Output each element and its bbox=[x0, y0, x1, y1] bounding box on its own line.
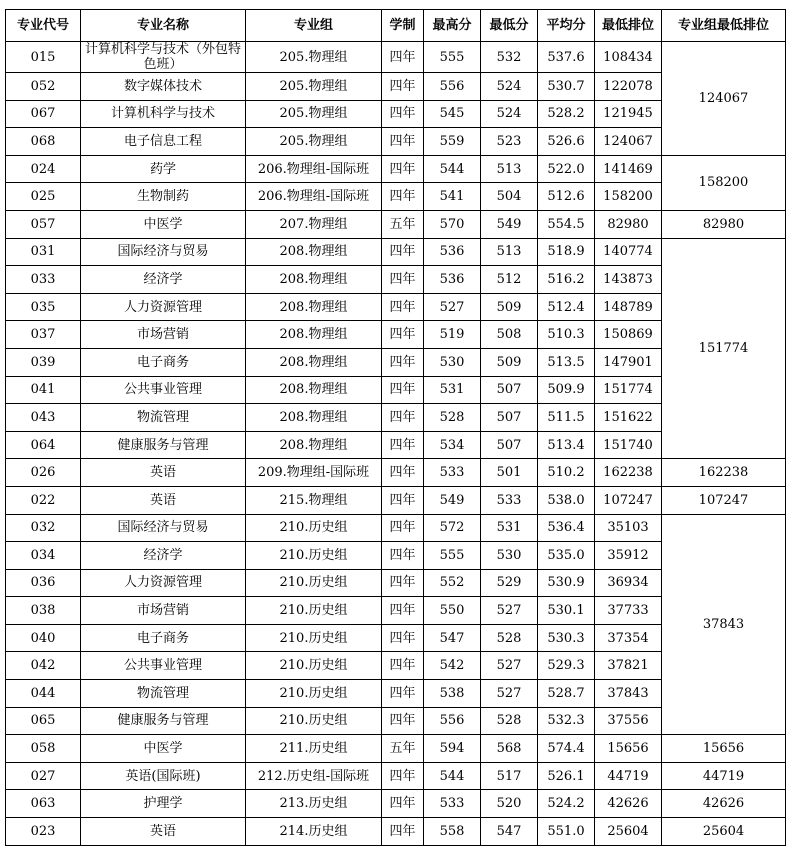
major-name-cell: 药学 bbox=[81, 155, 246, 183]
avg-score-cell: 529.3 bbox=[538, 652, 595, 680]
major-name-cell: 公共事业管理 bbox=[81, 376, 246, 404]
min-score-cell: 532 bbox=[481, 42, 538, 73]
major-code-cell: 063 bbox=[6, 790, 81, 818]
min-score-cell: 528 bbox=[481, 624, 538, 652]
max-score-cell: 531 bbox=[424, 376, 481, 404]
years-cell: 四年 bbox=[382, 266, 424, 294]
years-cell: 四年 bbox=[382, 431, 424, 459]
max-score-cell: 552 bbox=[424, 569, 481, 597]
header-max-score: 最高分 bbox=[424, 10, 481, 42]
major-name-cell: 公共事业管理 bbox=[81, 652, 246, 680]
avg-score-cell: 551.0 bbox=[538, 818, 595, 846]
min-rank-cell: 124067 bbox=[595, 128, 662, 156]
major-code-cell: 015 bbox=[6, 42, 81, 73]
major-code-cell: 068 bbox=[6, 128, 81, 156]
major-name-cell: 物流管理 bbox=[81, 404, 246, 432]
major-group-cell: 206.物理组-国际班 bbox=[246, 183, 382, 211]
major-code-cell: 044 bbox=[6, 680, 81, 708]
min-score-cell: 523 bbox=[481, 128, 538, 156]
major-group-cell: 209.物理组-国际班 bbox=[246, 459, 382, 487]
major-group-cell: 208.物理组 bbox=[246, 348, 382, 376]
major-code-cell: 065 bbox=[6, 707, 81, 735]
major-name-cell: 英语 bbox=[81, 486, 246, 514]
min-rank-cell: 151774 bbox=[595, 376, 662, 404]
max-score-cell: 558 bbox=[424, 818, 481, 846]
avg-score-cell: 522.0 bbox=[538, 155, 595, 183]
header-years: 学制 bbox=[382, 10, 424, 42]
years-cell: 五年 bbox=[382, 210, 424, 238]
avg-score-cell: 530.3 bbox=[538, 624, 595, 652]
avg-score-cell: 537.6 bbox=[538, 42, 595, 73]
group-min-rank-cell: 107247 bbox=[662, 486, 786, 514]
major-code-cell: 032 bbox=[6, 514, 81, 542]
major-name-cell: 市场营销 bbox=[81, 321, 246, 349]
major-name-cell: 物流管理 bbox=[81, 680, 246, 708]
avg-score-cell: 530.1 bbox=[538, 597, 595, 625]
years-cell: 四年 bbox=[382, 569, 424, 597]
years-cell: 四年 bbox=[382, 404, 424, 432]
major-group-cell: 210.历史组 bbox=[246, 707, 382, 735]
header-min-score: 最低分 bbox=[481, 10, 538, 42]
major-group-cell: 210.历史组 bbox=[246, 624, 382, 652]
min-rank-cell: 162238 bbox=[595, 459, 662, 487]
max-score-cell: 527 bbox=[424, 293, 481, 321]
max-score-cell: 549 bbox=[424, 486, 481, 514]
min-rank-cell: 44719 bbox=[595, 762, 662, 790]
avg-score-cell: 510.2 bbox=[538, 459, 595, 487]
min-score-cell: 527 bbox=[481, 597, 538, 625]
major-code-cell: 040 bbox=[6, 624, 81, 652]
min-score-cell: 504 bbox=[481, 183, 538, 211]
years-cell: 四年 bbox=[382, 155, 424, 183]
major-group-cell: 210.历史组 bbox=[246, 652, 382, 680]
min-rank-cell: 150869 bbox=[595, 321, 662, 349]
min-score-cell: 513 bbox=[481, 238, 538, 266]
avg-score-cell: 513.5 bbox=[538, 348, 595, 376]
min-rank-cell: 35912 bbox=[595, 542, 662, 570]
major-name-cell: 健康服务与管理 bbox=[81, 431, 246, 459]
max-score-cell: 556 bbox=[424, 707, 481, 735]
min-rank-cell: 25604 bbox=[595, 818, 662, 846]
avg-score-cell: 538.0 bbox=[538, 486, 595, 514]
min-rank-cell: 151740 bbox=[595, 431, 662, 459]
max-score-cell: 528 bbox=[424, 404, 481, 432]
major-group-cell: 206.物理组-国际班 bbox=[246, 155, 382, 183]
min-rank-cell: 151622 bbox=[595, 404, 662, 432]
avg-score-cell: 512.6 bbox=[538, 183, 595, 211]
max-score-cell: 542 bbox=[424, 652, 481, 680]
major-group-cell: 210.历史组 bbox=[246, 680, 382, 708]
major-code-cell: 027 bbox=[6, 762, 81, 790]
min-score-cell: 530 bbox=[481, 542, 538, 570]
major-code-cell: 035 bbox=[6, 293, 81, 321]
max-score-cell: 536 bbox=[424, 238, 481, 266]
major-group-cell: 208.物理组 bbox=[246, 238, 382, 266]
avg-score-cell: 526.1 bbox=[538, 762, 595, 790]
major-group-cell: 210.历史组 bbox=[246, 597, 382, 625]
group-min-rank-cell: 44719 bbox=[662, 762, 786, 790]
table-row bbox=[6, 790, 786, 818]
max-score-cell: 594 bbox=[424, 735, 481, 763]
years-cell: 四年 bbox=[382, 624, 424, 652]
major-code-cell: 067 bbox=[6, 100, 81, 128]
major-name-cell: 人力资源管理 bbox=[81, 569, 246, 597]
min-rank-cell: 42626 bbox=[595, 790, 662, 818]
years-cell: 四年 bbox=[382, 790, 424, 818]
years-cell: 四年 bbox=[382, 293, 424, 321]
years-cell: 四年 bbox=[382, 762, 424, 790]
years-cell: 四年 bbox=[382, 459, 424, 487]
avg-score-cell: 530.9 bbox=[538, 569, 595, 597]
major-name-cell: 数字媒体技术 bbox=[81, 73, 246, 101]
years-cell: 四年 bbox=[382, 818, 424, 846]
major-code-cell: 057 bbox=[6, 210, 81, 238]
major-code-cell: 033 bbox=[6, 266, 81, 294]
avg-score-cell: 518.9 bbox=[538, 238, 595, 266]
avg-score-cell: 528.2 bbox=[538, 100, 595, 128]
years-cell: 四年 bbox=[382, 680, 424, 708]
major-code-cell: 042 bbox=[6, 652, 81, 680]
group-min-rank-cell: 42626 bbox=[662, 790, 786, 818]
min-rank-cell: 15656 bbox=[595, 735, 662, 763]
min-score-cell: 507 bbox=[481, 404, 538, 432]
min-score-cell: 517 bbox=[481, 762, 538, 790]
major-group-cell: 208.物理组 bbox=[246, 431, 382, 459]
avg-score-cell: 511.5 bbox=[538, 404, 595, 432]
max-score-cell: 541 bbox=[424, 183, 481, 211]
major-group-cell: 211.历史组 bbox=[246, 735, 382, 763]
min-rank-cell: 37821 bbox=[595, 652, 662, 680]
avg-score-cell: 513.4 bbox=[538, 431, 595, 459]
group-min-rank-cell: 82980 bbox=[662, 210, 786, 238]
max-score-cell: 545 bbox=[424, 100, 481, 128]
major-code-cell: 058 bbox=[6, 735, 81, 763]
major-group-cell: 210.历史组 bbox=[246, 514, 382, 542]
years-cell: 四年 bbox=[382, 238, 424, 266]
group-min-rank-cell: 162238 bbox=[662, 459, 786, 487]
major-group-cell: 208.物理组 bbox=[246, 293, 382, 321]
max-score-cell: 530 bbox=[424, 348, 481, 376]
min-rank-cell: 158200 bbox=[595, 183, 662, 211]
max-score-cell: 533 bbox=[424, 459, 481, 487]
min-rank-cell: 35103 bbox=[595, 514, 662, 542]
avg-score-cell: 532.3 bbox=[538, 707, 595, 735]
max-score-cell: 555 bbox=[424, 42, 481, 73]
major-code-cell: 024 bbox=[6, 155, 81, 183]
min-rank-cell: 108434 bbox=[595, 42, 662, 73]
group-min-rank-cell: 15656 bbox=[662, 735, 786, 763]
avg-score-cell: 528.7 bbox=[538, 680, 595, 708]
major-group-cell: 205.物理组 bbox=[246, 128, 382, 156]
major-group-cell: 214.历史组 bbox=[246, 818, 382, 846]
min-rank-cell: 37733 bbox=[595, 597, 662, 625]
min-score-cell: 507 bbox=[481, 431, 538, 459]
min-rank-cell: 37354 bbox=[595, 624, 662, 652]
major-group-cell: 208.物理组 bbox=[246, 266, 382, 294]
group-min-rank-cell: 151774 bbox=[662, 238, 786, 459]
header-major-group: 专业组 bbox=[246, 10, 382, 42]
major-code-cell: 023 bbox=[6, 818, 81, 846]
table-row bbox=[6, 818, 786, 846]
header-code: 专业代号 bbox=[6, 10, 81, 42]
major-group-cell: 210.历史组 bbox=[246, 542, 382, 570]
major-code-cell: 039 bbox=[6, 348, 81, 376]
years-cell: 四年 bbox=[382, 348, 424, 376]
major-name-cell: 电子商务 bbox=[81, 624, 246, 652]
years-cell: 四年 bbox=[382, 100, 424, 128]
admission-score-table bbox=[5, 9, 786, 846]
major-name-cell: 计算机科学与技术 bbox=[81, 100, 246, 128]
min-score-cell: 549 bbox=[481, 210, 538, 238]
min-rank-cell: 107247 bbox=[595, 486, 662, 514]
min-score-cell: 501 bbox=[481, 459, 538, 487]
major-name-cell: 国际经济与贸易 bbox=[81, 514, 246, 542]
min-score-cell: 509 bbox=[481, 293, 538, 321]
avg-score-cell: 536.4 bbox=[538, 514, 595, 542]
years-cell: 四年 bbox=[382, 183, 424, 211]
major-code-cell: 041 bbox=[6, 376, 81, 404]
major-group-cell: 208.物理组 bbox=[246, 376, 382, 404]
table-container bbox=[5, 9, 786, 846]
avg-score-cell: 574.4 bbox=[538, 735, 595, 763]
max-score-cell: 555 bbox=[424, 542, 481, 570]
major-name-cell: 健康服务与管理 bbox=[81, 707, 246, 735]
major-code-cell: 025 bbox=[6, 183, 81, 211]
min-rank-cell: 37556 bbox=[595, 707, 662, 735]
major-name-cell: 电子信息工程 bbox=[81, 128, 246, 156]
min-rank-cell: 121945 bbox=[595, 100, 662, 128]
major-code-cell: 043 bbox=[6, 404, 81, 432]
min-score-cell: 547 bbox=[481, 818, 538, 846]
min-score-cell: 524 bbox=[481, 100, 538, 128]
major-code-cell: 037 bbox=[6, 321, 81, 349]
table-row bbox=[6, 42, 786, 73]
major-name-cell: 计算机科学与技术（外包特色班） bbox=[81, 42, 246, 73]
min-score-cell: 507 bbox=[481, 376, 538, 404]
years-cell: 四年 bbox=[382, 597, 424, 625]
years-cell: 四年 bbox=[382, 42, 424, 73]
table-row bbox=[6, 210, 786, 238]
major-name-cell: 生物制药 bbox=[81, 183, 246, 211]
major-name-cell: 英语 bbox=[81, 818, 246, 846]
avg-score-cell: 512.4 bbox=[538, 293, 595, 321]
years-cell: 四年 bbox=[382, 128, 424, 156]
years-cell: 四年 bbox=[382, 321, 424, 349]
max-score-cell: 519 bbox=[424, 321, 481, 349]
min-rank-cell: 147901 bbox=[595, 348, 662, 376]
avg-score-cell: 526.6 bbox=[538, 128, 595, 156]
major-group-cell: 205.物理组 bbox=[246, 73, 382, 101]
avg-score-cell: 524.2 bbox=[538, 790, 595, 818]
major-name-cell: 国际经济与贸易 bbox=[81, 238, 246, 266]
max-score-cell: 556 bbox=[424, 73, 481, 101]
min-rank-cell: 37843 bbox=[595, 680, 662, 708]
years-cell: 五年 bbox=[382, 735, 424, 763]
max-score-cell: 559 bbox=[424, 128, 481, 156]
years-cell: 四年 bbox=[382, 542, 424, 570]
table-row bbox=[6, 762, 786, 790]
major-name-cell: 经济学 bbox=[81, 542, 246, 570]
min-rank-cell: 141469 bbox=[595, 155, 662, 183]
major-name-cell: 中医学 bbox=[81, 735, 246, 763]
table-row bbox=[6, 155, 786, 183]
min-rank-cell: 148789 bbox=[595, 293, 662, 321]
years-cell: 四年 bbox=[382, 376, 424, 404]
major-group-cell: 213.历史组 bbox=[246, 790, 382, 818]
major-code-cell: 052 bbox=[6, 73, 81, 101]
header-min-rank: 最低排位 bbox=[595, 10, 662, 42]
major-code-cell: 036 bbox=[6, 569, 81, 597]
major-name-cell: 经济学 bbox=[81, 266, 246, 294]
avg-score-cell: 516.2 bbox=[538, 266, 595, 294]
min-score-cell: 509 bbox=[481, 348, 538, 376]
min-rank-cell: 140774 bbox=[595, 238, 662, 266]
avg-score-cell: 509.9 bbox=[538, 376, 595, 404]
min-rank-cell: 82980 bbox=[595, 210, 662, 238]
years-cell: 四年 bbox=[382, 707, 424, 735]
major-group-cell: 212.历史组-国际班 bbox=[246, 762, 382, 790]
min-score-cell: 513 bbox=[481, 155, 538, 183]
years-cell: 四年 bbox=[382, 486, 424, 514]
major-group-cell: 205.物理组 bbox=[246, 100, 382, 128]
min-rank-cell: 122078 bbox=[595, 73, 662, 101]
major-group-cell: 205.物理组 bbox=[246, 42, 382, 73]
table-body bbox=[6, 42, 786, 846]
max-score-cell: 547 bbox=[424, 624, 481, 652]
major-name-cell: 市场营销 bbox=[81, 597, 246, 625]
max-score-cell: 550 bbox=[424, 597, 481, 625]
min-score-cell: 524 bbox=[481, 73, 538, 101]
min-score-cell: 520 bbox=[481, 790, 538, 818]
header-group-min-rank: 专业组最低排位 bbox=[662, 10, 786, 42]
min-score-cell: 528 bbox=[481, 707, 538, 735]
min-score-cell: 527 bbox=[481, 652, 538, 680]
header-avg-score: 平均分 bbox=[538, 10, 595, 42]
table-row bbox=[6, 486, 786, 514]
major-name-cell: 中医学 bbox=[81, 210, 246, 238]
major-group-cell: 215.物理组 bbox=[246, 486, 382, 514]
max-score-cell: 533 bbox=[424, 790, 481, 818]
header-major-name: 专业名称 bbox=[81, 10, 246, 42]
major-name-cell: 护理学 bbox=[81, 790, 246, 818]
group-min-rank-cell: 158200 bbox=[662, 155, 786, 210]
min-rank-cell: 143873 bbox=[595, 266, 662, 294]
max-score-cell: 572 bbox=[424, 514, 481, 542]
avg-score-cell: 510.3 bbox=[538, 321, 595, 349]
major-name-cell: 电子商务 bbox=[81, 348, 246, 376]
major-group-cell: 210.历史组 bbox=[246, 569, 382, 597]
major-group-cell: 208.物理组 bbox=[246, 404, 382, 432]
avg-score-cell: 554.5 bbox=[538, 210, 595, 238]
max-score-cell: 570 bbox=[424, 210, 481, 238]
min-score-cell: 568 bbox=[481, 735, 538, 763]
table-row bbox=[6, 514, 786, 542]
years-cell: 四年 bbox=[382, 652, 424, 680]
min-score-cell: 531 bbox=[481, 514, 538, 542]
years-cell: 四年 bbox=[382, 514, 424, 542]
major-group-cell: 208.物理组 bbox=[246, 321, 382, 349]
header-row bbox=[6, 10, 786, 42]
table-row bbox=[6, 459, 786, 487]
major-code-cell: 064 bbox=[6, 431, 81, 459]
avg-score-cell: 530.7 bbox=[538, 73, 595, 101]
max-score-cell: 544 bbox=[424, 155, 481, 183]
min-score-cell: 508 bbox=[481, 321, 538, 349]
table-row bbox=[6, 238, 786, 266]
major-code-cell: 034 bbox=[6, 542, 81, 570]
min-score-cell: 533 bbox=[481, 486, 538, 514]
major-name-cell: 英语 bbox=[81, 459, 246, 487]
major-code-cell: 026 bbox=[6, 459, 81, 487]
avg-score-cell: 535.0 bbox=[538, 542, 595, 570]
major-group-cell: 207.物理组 bbox=[246, 210, 382, 238]
min-score-cell: 527 bbox=[481, 680, 538, 708]
group-min-rank-cell: 25604 bbox=[662, 818, 786, 846]
major-code-cell: 038 bbox=[6, 597, 81, 625]
max-score-cell: 536 bbox=[424, 266, 481, 294]
group-min-rank-cell: 124067 bbox=[662, 42, 786, 156]
max-score-cell: 534 bbox=[424, 431, 481, 459]
table-row bbox=[6, 735, 786, 763]
min-score-cell: 512 bbox=[481, 266, 538, 294]
major-code-cell: 031 bbox=[6, 238, 81, 266]
max-score-cell: 544 bbox=[424, 762, 481, 790]
min-rank-cell: 36934 bbox=[595, 569, 662, 597]
max-score-cell: 538 bbox=[424, 680, 481, 708]
min-score-cell: 529 bbox=[481, 569, 538, 597]
major-name-cell: 人力资源管理 bbox=[81, 293, 246, 321]
years-cell: 四年 bbox=[382, 73, 424, 101]
major-code-cell: 022 bbox=[6, 486, 81, 514]
major-name-cell: 英语(国际班) bbox=[81, 762, 246, 790]
group-min-rank-cell: 37843 bbox=[662, 514, 786, 735]
